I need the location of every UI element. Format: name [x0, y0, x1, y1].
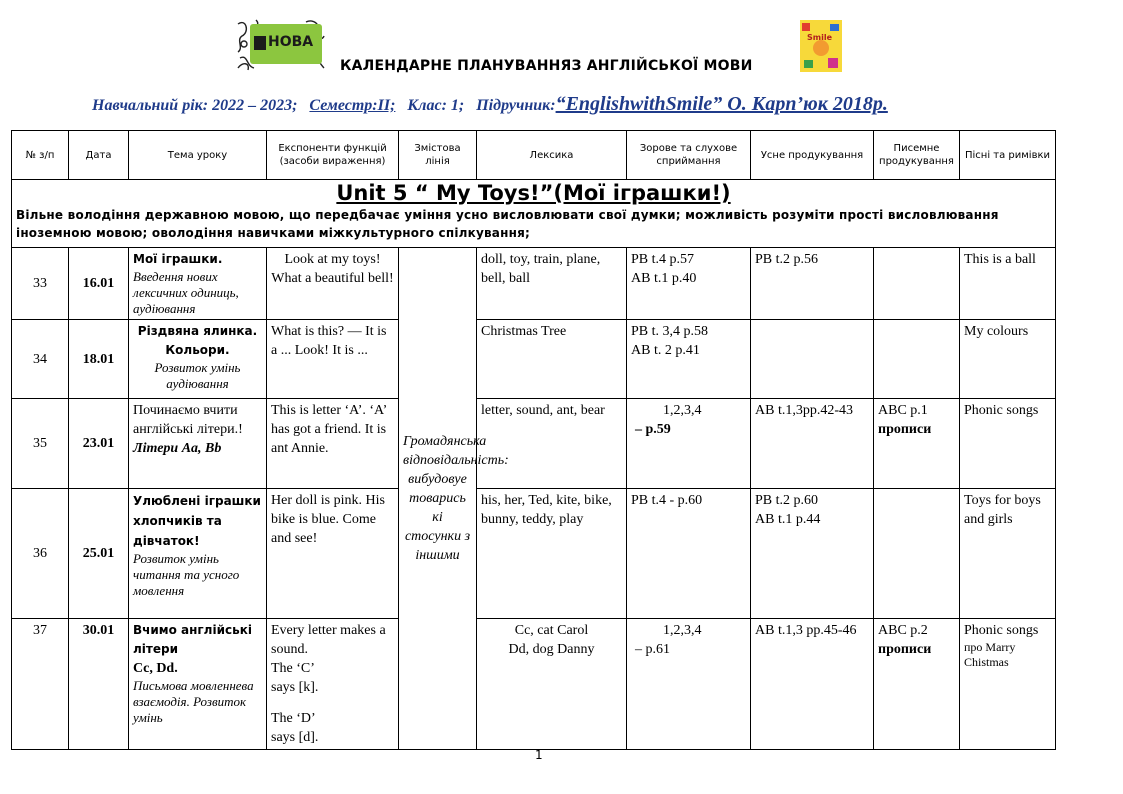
topic-title: Улюблені іграшки хлопчиків та дівчаток! [133, 494, 261, 548]
writing-cell [874, 619, 960, 750]
calendar-plan-table [11, 130, 1056, 750]
songs-line-1: Phonic songs [964, 623, 1039, 638]
header-exponents: Експоненти функцій (засоби вираження) [267, 131, 399, 180]
visual-cell [627, 399, 751, 489]
table-row [12, 248, 1056, 320]
table-row [12, 619, 1056, 750]
lesson-topic [129, 320, 267, 399]
vocabulary-line-1: Cc, cat Carol [514, 623, 589, 638]
header-writing: Писемне продукування [874, 131, 960, 180]
publisher-logo [236, 18, 326, 72]
lesson-date: 30.01 [69, 619, 129, 750]
exponents-cell: Her doll is pink. His bike is blue. Come and see! [267, 489, 399, 619]
songs-cell: This is a ball [960, 248, 1056, 320]
book-icon [254, 36, 266, 50]
exponents-line-1: Every letter makes a sound. [271, 623, 386, 657]
exponents-line-2: The ‘C’ [271, 661, 315, 676]
unit-description: Вільне володіння державною мовою, що передбачає уміння усно висловлювати свої думки; можливість розуміти прості висловлювання іноземною мовою; оволодіння навичками міжкультурного спілкування; [16, 208, 999, 240]
document-title: КАЛЕНДАРНЕ ПЛАНУВАННЯЗ АНГЛІЙСЬКОЇ МОВИ [340, 58, 753, 74]
songs-cell: Phonic songs [960, 399, 1056, 489]
topic-note: Письмова мовленнева взаємодія. Розвиток умінь [133, 678, 254, 725]
lesson-number: 36 [12, 489, 69, 619]
topic-note: Розвиток умінь читання та усного мовлення [133, 551, 240, 598]
visual-line-2: AB t.1 p.40 [631, 271, 697, 286]
lesson-topic [129, 399, 267, 489]
topic-title: Різдвяна ялинка. Кольори. [137, 324, 258, 357]
speaking-line-1: PB t.2 p.56 [755, 252, 819, 267]
vocabulary-cell: his, her, Ted, kite, bike, bunny, teddy, play [477, 489, 627, 619]
topic-title-2: Cc, Dd. [133, 661, 178, 676]
lesson-date: 23.01 [69, 399, 129, 489]
writing-line-1: ABC p.1 [878, 403, 928, 418]
lesson-date: 18.01 [69, 320, 129, 399]
vocabulary-cell: letter, sound, ant, bear [477, 399, 627, 489]
visual-cell [627, 320, 751, 399]
exponents-line-5: says [d]. [271, 730, 319, 745]
writing-cell [874, 248, 960, 320]
writing-line-2: прописи [878, 422, 932, 437]
speaking-cell [751, 489, 874, 619]
topic-note: Розвиток умінь аудіювання [154, 360, 241, 391]
exponents-cell: What is this? — It is a ... Look! It is ... [267, 320, 399, 399]
document-subtitle [92, 93, 888, 116]
topic-note: Літери Aa, Bb [133, 441, 222, 456]
table-row [12, 320, 1056, 399]
exponents-cell: This is letter ‘A’. ‘A’ has got a friend. It is ant Annie. [267, 399, 399, 489]
header-date: Дата [69, 131, 129, 180]
songs-cell: My colours [960, 320, 1056, 399]
exponents-cell [267, 619, 399, 750]
unit-row [12, 180, 1056, 248]
visual-line-1: PB t. 3,4 p.58 [631, 324, 709, 339]
vocabulary-line-2: Dd, dog Danny [508, 642, 595, 657]
writing-cell [874, 489, 960, 619]
vocabulary-cell: doll, toy, train, plane, bell, ball [477, 248, 627, 320]
lesson-number: 33 [12, 248, 69, 320]
visual-cell [627, 619, 751, 750]
cover-illustration-icon [800, 20, 842, 72]
header-visual-listening: Зорове та слухове сприймання [627, 131, 751, 180]
visual-line-1: 1,2,3,4 [663, 403, 702, 418]
speaking-line-1: PB t.2 p.60 [755, 493, 819, 508]
visual-cell: PB t.4 - p.60 [627, 489, 751, 619]
topic-title: Мої іграшки. [133, 252, 223, 266]
unit-cell [12, 180, 1056, 248]
songs-line-2: про Marry Chistmas [964, 640, 1016, 669]
lesson-date: 16.01 [69, 248, 129, 320]
writing-line-1: ABC p.2 [878, 623, 928, 638]
header-num: № з/п [12, 131, 69, 180]
writing-cell [874, 320, 960, 399]
topic-title: Починаємо вчити англійські літери.! [133, 403, 243, 437]
visual-line-2: AB t. 2 p.41 [631, 343, 700, 358]
header-content-line: Змістова лінія [399, 131, 477, 180]
table-header-row [12, 131, 1056, 180]
lesson-number: 35 [12, 399, 69, 489]
logo-right-text: Smile [807, 33, 833, 42]
semester: Семестр:ІІ; [309, 97, 396, 114]
table-row [12, 489, 1056, 619]
writing-line-2: прописи [878, 642, 932, 657]
vocabulary-cell: Christmas Tree [477, 320, 627, 399]
songs-cell: Toys for boys and girls [960, 489, 1056, 619]
header-speaking: Усне продукування [751, 131, 874, 180]
visual-line-1: 1,2,3,4 [663, 623, 702, 638]
logo-left-text: НОВА [268, 34, 314, 50]
academic-year: Навчальний рік: 2022 – 2023; [92, 97, 298, 114]
lesson-topic [129, 619, 267, 750]
exponents-line-4: The ‘D’ [271, 711, 316, 726]
header-topic: Тема уроку [129, 131, 267, 180]
textbook-cover-logo [800, 20, 842, 72]
nova-logo-badge [250, 24, 322, 64]
visual-cell [627, 248, 751, 320]
visual-line-1: PB t.4 p.57 [631, 252, 695, 267]
unit-title: Unit 5 “ My Toys!”(Мої іграшки!) [336, 181, 731, 205]
table-row [12, 399, 1056, 489]
speaking-cell: AB t.1,3pp.42-43 [751, 399, 874, 489]
header-songs: Пісні та римівки [960, 131, 1056, 180]
visual-line-2: – p.61 [635, 642, 670, 657]
speaking-line-2: AB t.1 p.44 [755, 512, 821, 527]
lesson-topic [129, 489, 267, 619]
page-number: 1 [535, 748, 543, 762]
speaking-cell [751, 320, 874, 399]
topic-note: Введення нових лексичних одиниць, аудіювання [133, 269, 239, 316]
exponents-line-3: says [k]. [271, 680, 319, 695]
speaking-cell: AB t.1,3 pp.45-46 [751, 619, 874, 750]
speaking-cell [751, 248, 874, 320]
lesson-date: 25.01 [69, 489, 129, 619]
content-line-cell: Громадянська відповідальність: вибудовуе товарись кі стосунки з іншими [399, 248, 477, 750]
header-vocabulary: Лексика [477, 131, 627, 180]
textbook-title: “EnglishwithSmile” О. Карп’юк 2018р. [555, 93, 888, 115]
lesson-number: 34 [12, 320, 69, 399]
songs-cell [960, 619, 1056, 750]
writing-cell [874, 399, 960, 489]
textbook-label: Підручник: [476, 97, 556, 114]
visual-line-2: – p.59 [635, 422, 671, 437]
topic-title: Вчимо англійські літери [133, 623, 252, 656]
lesson-topic [129, 248, 267, 320]
class-level: Клас: 1; [407, 97, 465, 114]
lesson-number: 37 [12, 619, 69, 750]
vocabulary-cell [477, 619, 627, 750]
exponents-cell: Look at my toys! What a beautiful bell! [267, 248, 399, 320]
